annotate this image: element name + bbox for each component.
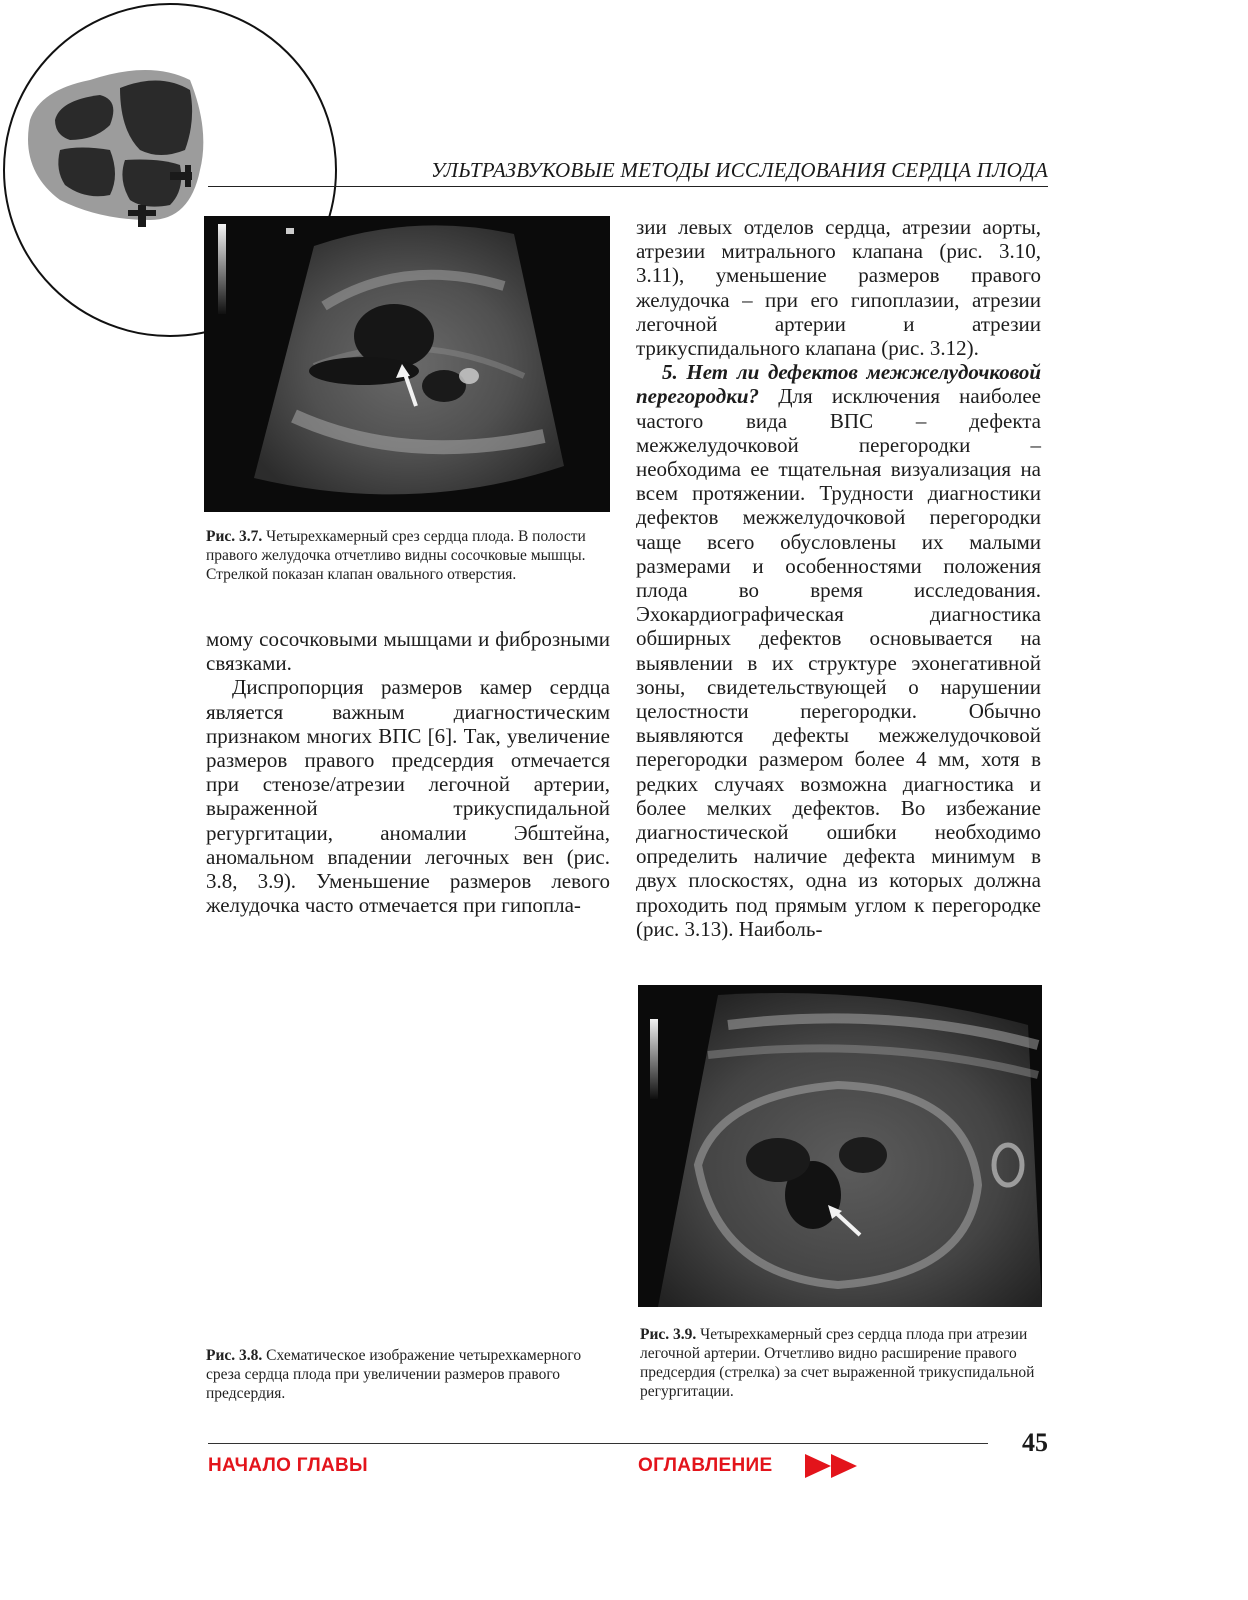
figure-3-9-ultrasound-image xyxy=(638,985,1042,1307)
running-head: УЛЬТРАЗВУКОВЫЕ МЕТОДЫ ИССЛЕДОВАНИЯ СЕРДЦА ПЛОДА xyxy=(430,158,1048,182)
paragraph xyxy=(636,360,1041,941)
paragraph: мому сосочковыми мышцами и фиброзными связками. xyxy=(206,627,610,676)
figure-3-7-caption xyxy=(206,527,610,584)
right-text-column xyxy=(636,215,1041,941)
paragraph: зии левых отделов сердца, атрезии аорты, атрезии митрального клапана (рис. 3.10, 3.11), уменьшение размеров правого желудочка – при его гипоплазии, атрезии легочной артерии и атрезии трикуспидального клапана (рис. 3.12). xyxy=(636,215,1041,361)
chapter-start-link[interactable]: НАЧАЛО ГЛАВЫ xyxy=(208,1455,368,1476)
figure-3-8-caption-text: Схематическое изображение четырехкамерного среза сердца плода при увеличении размеров правого предсердия. xyxy=(206,1347,582,1402)
figure-3-9-caption-text: Четырехкамерный срез сердца плода при атрезии легочной артерии. Отчетливо видно расширение правого предсердия (стрелка) за счет выраженной трикуспидальной регургитации. xyxy=(640,1326,1035,1400)
page-number: 45 xyxy=(1022,1428,1048,1457)
header-rule xyxy=(208,186,1048,187)
double-arrow-right-icon[interactable] xyxy=(805,1452,861,1480)
figure-3-9-caption xyxy=(640,1325,1044,1401)
figure-3-8-label: Рис. 3.8. xyxy=(206,1347,263,1364)
paragraph: Диспропорция размеров камер сердца является важным диагностическим признаком многих ВПС [6]. Так, увеличение размеров правого предсердия отмечается при стенозе/атрезии легочной артерии, выраженной трикуспидальной регургитации, аномалии Эбштейна, аномальном впадении легочных вен (рис. 3.8, 3.9). Уменьшение размеров левого желудочка часто отмечается при гипопла- xyxy=(206,675,610,918)
paragraph-body: Для исключения наиболее частого вида ВПС – дефекта межжелудочковой перегородки – необходима ее тщательная визуализация на всем протяжении. Трудности диагностики дефектов межжелудочковой перегородки чаще всего обусловлены их малыми размерами и особенностями положения плода во время исследования. Эхокардиографическая диагностика обширных дефектов основывается на выявлении в их структуре эхонегативной зоны, свидетельствующей о нарушении целостности перегородки. Обычно выявляются дефекты межжелудочковой перегородки размером более 4 мм, хотя в редких случаях возможна диагностика и более мелких дефектов. Во избежание диагностической ошибки необходимо определить наличие дефекта минимум в двух плоскостях, одна из которых должна проходить под прямым углом к перегородке (рис. 3.13). Наиболь- xyxy=(636,384,1041,941)
figure-3-7-label: Рис. 3.7. xyxy=(206,528,263,545)
figure-3-8-caption xyxy=(206,1346,610,1403)
figure-3-9-label: Рис. 3.9. xyxy=(640,1326,697,1343)
figure-3-7-caption-text: Четырехкамерный срез сердца плода. В полости правого желудочка отчетливо видны сосочковые мышцы. Стрелкой показан клапан овального отверстия. xyxy=(206,528,586,583)
figure-3-7-ultrasound-image xyxy=(204,216,610,512)
left-text-column xyxy=(206,627,610,917)
section-question-heading: 5. Нет ли дефектов межжелудочковой перегородки? xyxy=(636,360,1041,409)
table-of-contents-link[interactable]: ОГЛАВЛЕНИЕ xyxy=(638,1455,773,1476)
footer-rule xyxy=(208,1443,988,1444)
